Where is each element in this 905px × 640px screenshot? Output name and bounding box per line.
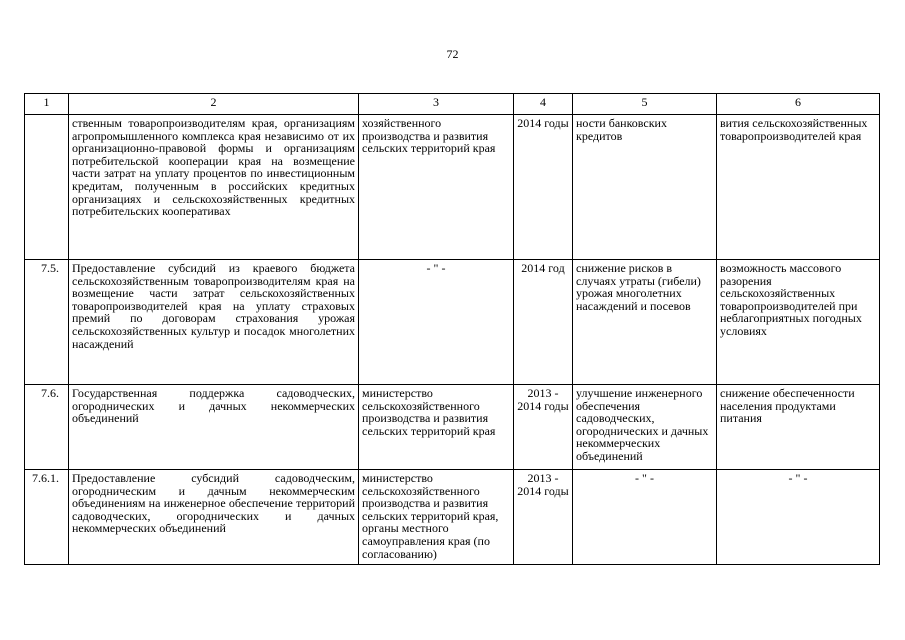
row-number: 7.6.: [25, 385, 69, 470]
table-row: [25, 385, 880, 470]
row-number: [25, 115, 69, 260]
executor-text: - " -: [359, 260, 514, 385]
executor-text: министерство сельскохозяйственного производства и развития сельских территорий края: [359, 385, 514, 470]
header-col-3: 3: [359, 94, 514, 115]
period-text: 2014 годы: [514, 115, 573, 260]
measure-text: Предоставление субсидий из краевого бюджета сельскохозяйственным товаропроизводителям края на возмещение части затрат сельскохозяйственных товаропроизводителей края на уплату страховых премий по договорам страхования урожая сельскохозяйственных культур и посадок многолетних насаждений: [69, 260, 359, 385]
result-text: ности банковских кредитов: [573, 115, 717, 260]
measure-text: Государственная поддержка садоводческих, огороднических и дачных некоммерческих объединений: [69, 385, 359, 470]
header-row: [25, 94, 880, 115]
period-text: 2013 - 2014 годы: [514, 470, 573, 565]
row-number: 7.6.1.: [25, 470, 69, 565]
program-measures-table: [24, 93, 880, 565]
measure-text: ственным товаропроизводителям края, организациям агропромышленного комплекса края независимо от их организационно-правовой формы и организациям потребительской кооперации края на возмещение части затрат на уплату процентов по инвестиционным кредитам, полученным в российских кредитных организациях и сельскохозяйственных кредитных потребительских кооперативах: [69, 115, 359, 260]
consequences-text: возможность массового разорения сельскохозяйственных товаропроизводителей при неблагоприятных погодных условиях: [717, 260, 880, 385]
header-col-2: 2: [69, 94, 359, 115]
executor-text: министерство сельскохозяйственного производства и развития сельских территорий края, органы местного самоуправления края (по согласованию): [359, 470, 514, 565]
consequences-text: вития сельскохозяйственных товаропроизводителей края: [717, 115, 880, 260]
result-text: снижение рисков в случаях утраты (гибели) урожая многолетних насаждений и посевов: [573, 260, 717, 385]
header-col-4: 4: [514, 94, 573, 115]
period-text: 2013 - 2014 годы: [514, 385, 573, 470]
measure-text: Предоставление субсидий садоводческим, огородническим и дачным некоммерческим объединениям на инженерное обеспечение территорий садоводческих, огороднических и дачных некоммерческих объединений: [69, 470, 359, 565]
row-number: 7.5.: [25, 260, 69, 385]
table-row: [25, 260, 880, 385]
result-text: - " -: [573, 470, 717, 565]
result-text: улучшение инженерного обеспечения садоводческих, огороднических и дачных некоммерческих объединений: [573, 385, 717, 470]
consequences-text: - " -: [717, 470, 880, 565]
period-text: 2014 год: [514, 260, 573, 385]
table-row: [25, 115, 880, 260]
consequences-text: снижение обеспеченности населения продуктами питания: [717, 385, 880, 470]
header-col-1: 1: [25, 94, 69, 115]
executor-text: хозяйственного производства и развития сельских территорий края: [359, 115, 514, 260]
header-col-5: 5: [573, 94, 717, 115]
page-number: 72: [446, 47, 459, 61]
table-row: [25, 470, 880, 565]
header-col-6: 6: [717, 94, 880, 115]
